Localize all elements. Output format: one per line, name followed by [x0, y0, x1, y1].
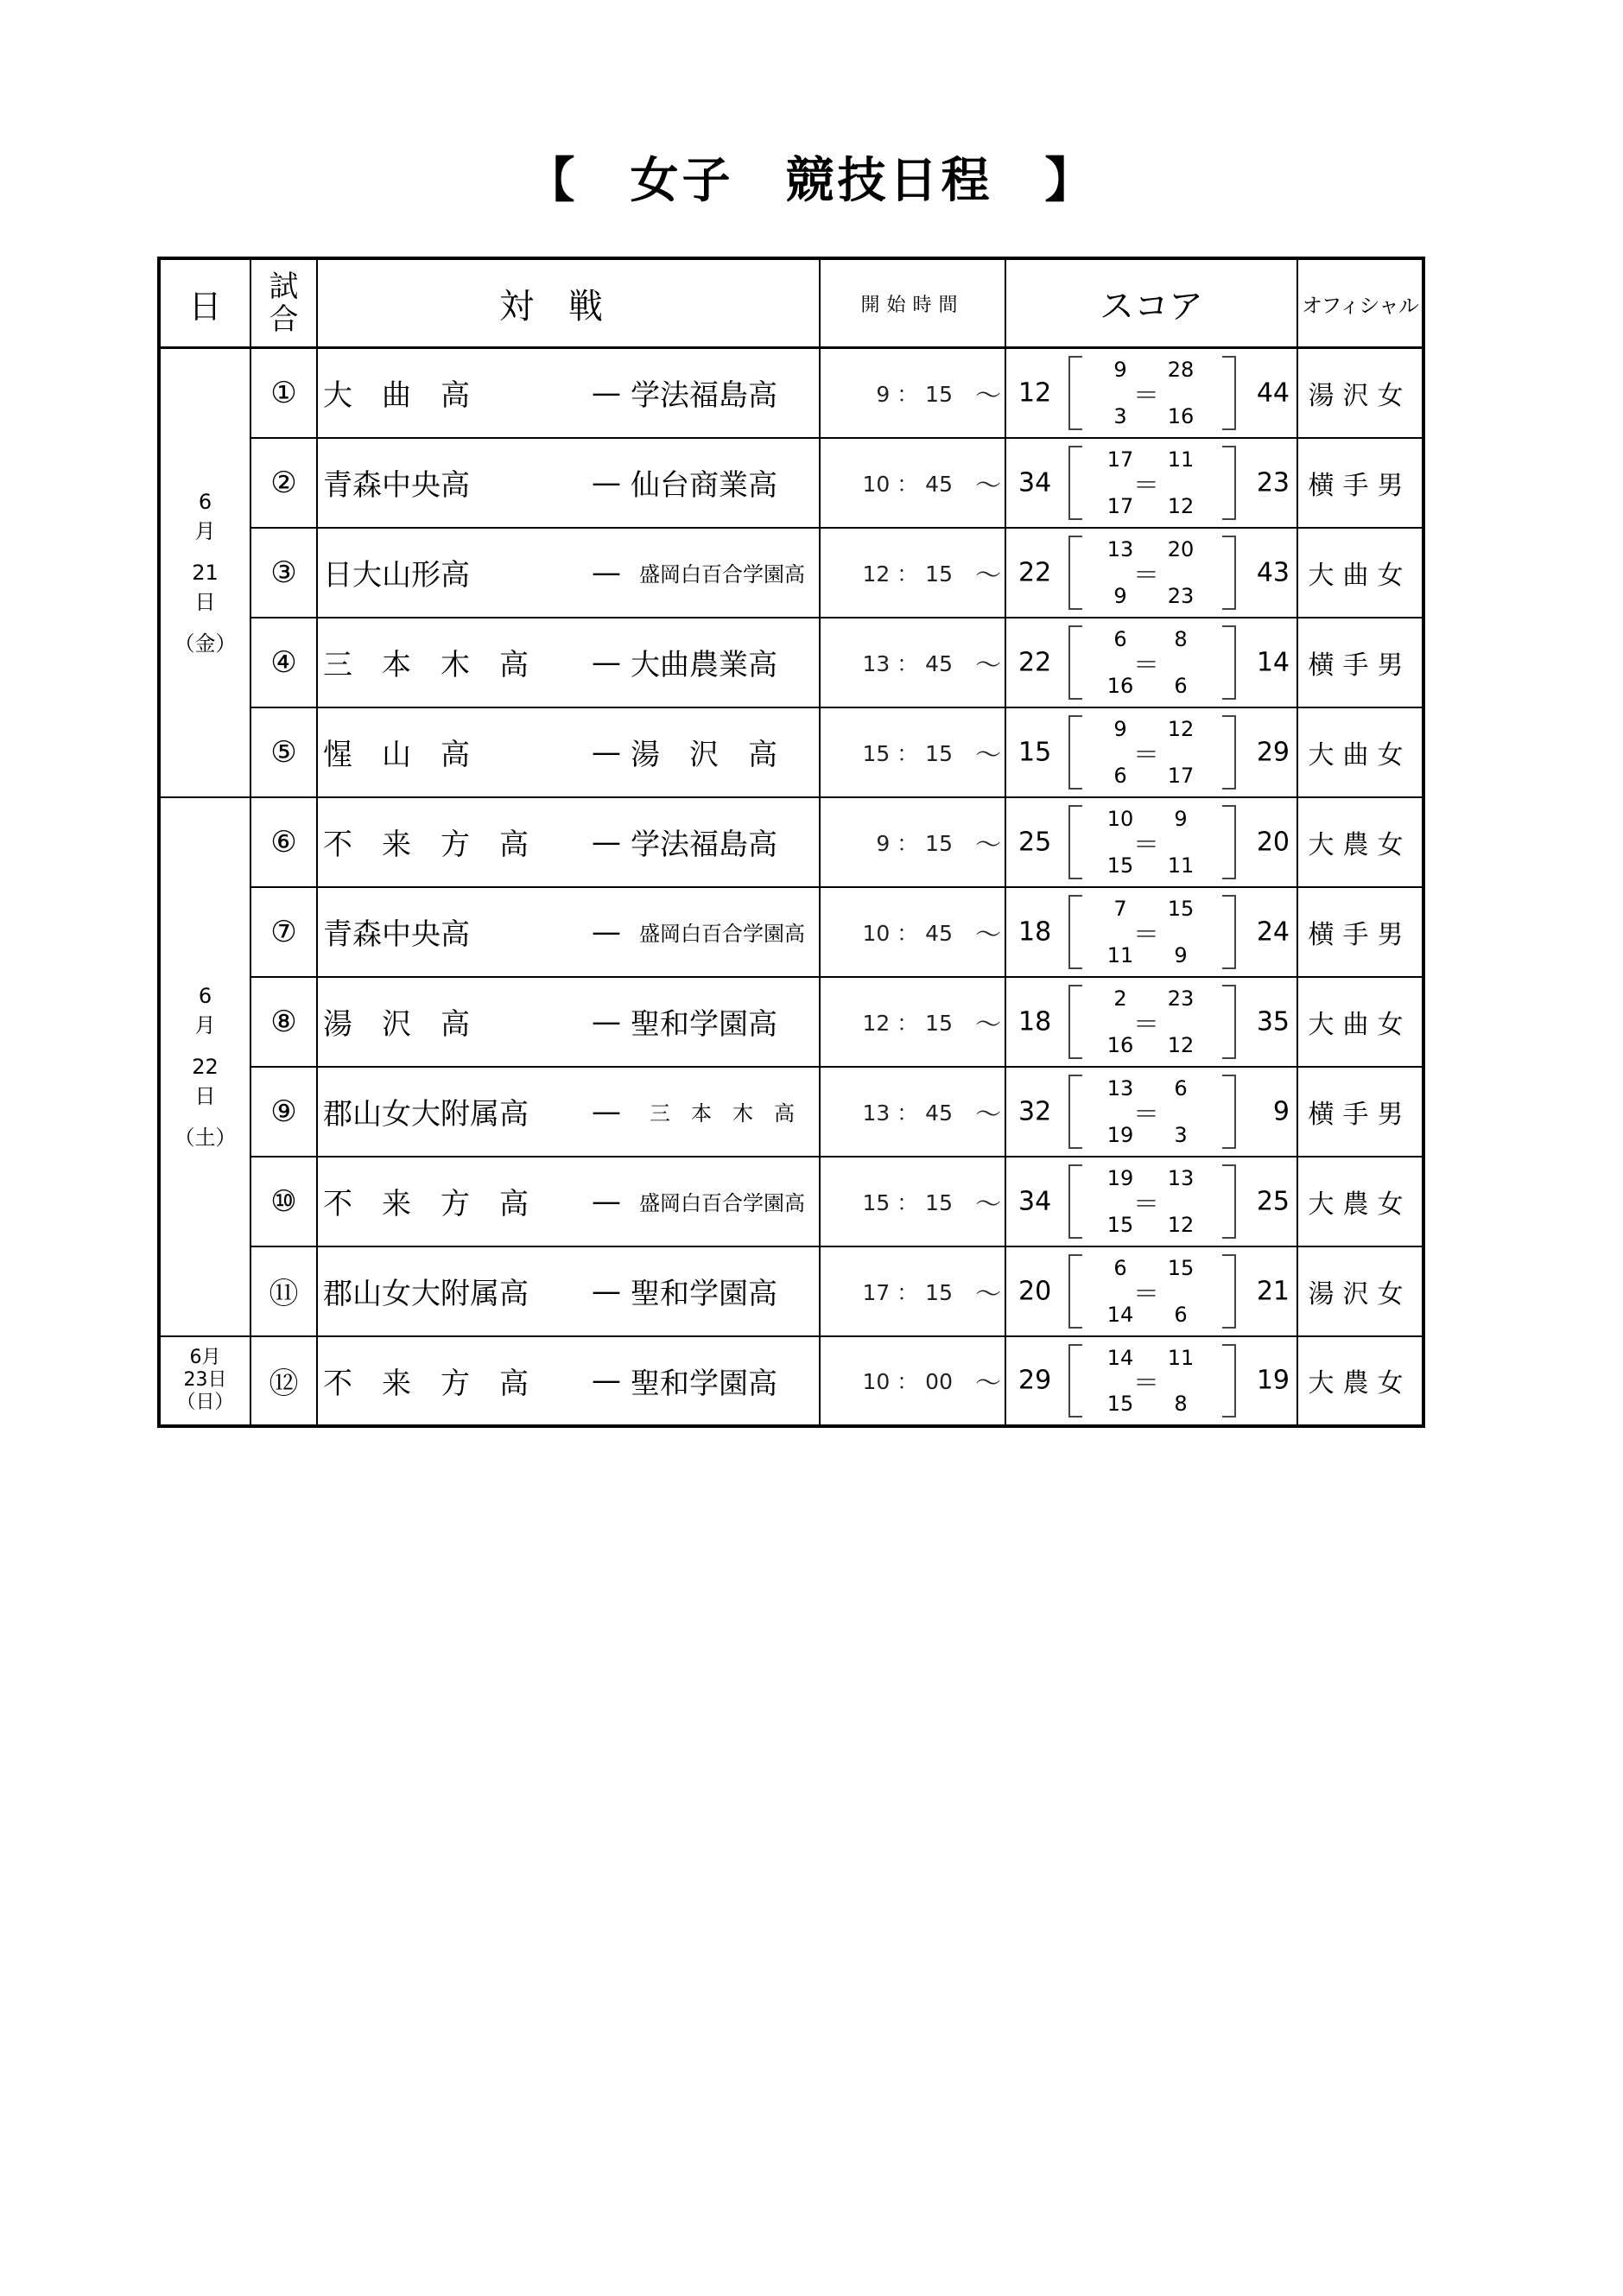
header-score: スコア	[1005, 258, 1297, 348]
away-half2: 12	[1167, 493, 1195, 518]
versus-dash: —	[592, 465, 621, 500]
table-row	[159, 618, 1423, 707]
home-total: 34	[1018, 1186, 1052, 1216]
left-bracket	[1068, 985, 1082, 1059]
tilde: ～	[975, 380, 1001, 411]
away-half2: 8	[1174, 1391, 1188, 1416]
header-match: 対戦	[317, 258, 820, 348]
official: 横手男	[1297, 618, 1423, 707]
left-bracket	[1068, 1075, 1082, 1149]
header-day: 日	[159, 258, 250, 348]
away-half1: 11	[1167, 1345, 1195, 1370]
official: 横手男	[1297, 1067, 1423, 1157]
versus-dash: —	[592, 734, 621, 770]
left-bracket	[1068, 625, 1082, 700]
start-time: 17 ： 15	[862, 1279, 953, 1305]
home-half2: 15	[1106, 1391, 1134, 1416]
home-total: 29	[1018, 1365, 1052, 1396]
away-half1: 15	[1167, 896, 1195, 921]
away-half1: 8	[1174, 626, 1188, 651]
table-row	[159, 438, 1423, 528]
tilde: ～	[975, 650, 1001, 681]
table-row	[159, 1336, 1423, 1426]
header-game	[250, 258, 317, 348]
date-day-label: 日	[194, 1083, 216, 1108]
home-half1: 9	[1113, 358, 1127, 382]
right-bracket	[1222, 356, 1236, 430]
tilde: ～	[975, 470, 1001, 501]
away-half1: 9	[1174, 806, 1188, 831]
game-number: ③	[250, 528, 317, 618]
home-total: 22	[1018, 647, 1052, 677]
left-bracket	[1068, 446, 1082, 520]
right-bracket	[1222, 1164, 1236, 1239]
page-title: 【 女子 競技日程 】	[526, 153, 1097, 209]
away-team: 盛岡白百合学園高	[639, 922, 805, 946]
score-cell	[1005, 618, 1297, 707]
official: 横手男	[1297, 438, 1423, 528]
schedule-table	[157, 257, 1425, 1428]
right-bracket	[1222, 1344, 1236, 1418]
home-team: 不 来 方 高	[323, 828, 529, 862]
match-cell	[317, 887, 820, 977]
left-bracket	[1068, 715, 1082, 790]
match-cell	[317, 618, 820, 707]
away-total: 44	[1256, 377, 1290, 409]
away-half2: 17	[1167, 763, 1195, 788]
equals-sign: ＝	[1133, 1009, 1159, 1040]
tilde: ～	[975, 1189, 1001, 1220]
away-half1: 11	[1167, 447, 1195, 472]
away-half2: 3	[1174, 1122, 1188, 1147]
home-team: 大 曲 高	[323, 378, 470, 414]
home-total: 12	[1018, 377, 1052, 409]
tilde: ～	[975, 1278, 1001, 1310]
away-total: 24	[1256, 916, 1290, 947]
home-total: 22	[1018, 557, 1052, 587]
game-number: ②	[250, 438, 317, 528]
home-half1: 10	[1106, 806, 1134, 831]
date-cell	[159, 1336, 250, 1426]
game-number: ⑥	[250, 797, 317, 887]
away-half1: 20	[1167, 536, 1195, 561]
versus-dash: —	[592, 1183, 621, 1219]
versus-dash: —	[592, 1094, 621, 1129]
home-team: 不 来 方 高	[323, 1366, 529, 1401]
away-team: 聖和学園高	[631, 1366, 777, 1401]
tilde: ～	[975, 560, 1001, 591]
start-time: 10 ： 45	[862, 471, 953, 497]
home-half1: 9	[1113, 716, 1127, 741]
away-team: 聖和学園高	[631, 1007, 777, 1042]
tilde: ～	[975, 829, 1001, 860]
date-line3: （日）	[176, 1392, 234, 1413]
away-half2: 9	[1174, 942, 1188, 967]
home-half2: 3	[1113, 403, 1127, 428]
score-cell	[1005, 887, 1297, 977]
start-time-cell	[820, 528, 1005, 618]
tilde: ～	[975, 739, 1001, 771]
match-cell	[317, 348, 820, 438]
date-line2: 23日	[183, 1369, 227, 1391]
away-team: 学法福島高	[631, 828, 777, 862]
away-half1: 12	[1167, 716, 1195, 741]
equals-sign: ＝	[1133, 380, 1159, 411]
tilde: ～	[975, 919, 1001, 950]
versus-dash: —	[592, 824, 621, 859]
equals-sign: ＝	[1133, 829, 1159, 860]
home-team: 不 来 方 高	[323, 1187, 529, 1221]
match-cell	[317, 528, 820, 618]
match-cell	[317, 438, 820, 528]
away-total: 9	[1272, 1096, 1290, 1126]
start-time: 10 ： 45	[862, 920, 953, 946]
right-bracket	[1222, 985, 1236, 1059]
date-line1: 6月	[189, 1347, 221, 1368]
tilde: ～	[975, 1099, 1001, 1130]
official: 大農女	[1297, 1336, 1423, 1426]
versus-dash: —	[592, 644, 621, 680]
official: 大曲女	[1297, 528, 1423, 618]
game-number: ⑤	[250, 707, 317, 797]
left-bracket	[1068, 1164, 1082, 1239]
home-half1: 2	[1113, 986, 1127, 1011]
date-cell	[159, 797, 250, 1336]
home-half2: 14	[1106, 1302, 1134, 1327]
home-half2: 19	[1106, 1122, 1134, 1147]
away-total: 14	[1256, 647, 1290, 677]
game-number: ⑫	[250, 1336, 317, 1426]
table-row	[159, 1157, 1423, 1246]
home-team: 湯 沢 高	[323, 1007, 470, 1042]
away-team: 仙台商業高	[631, 468, 777, 503]
home-half1: 6	[1113, 1255, 1127, 1280]
right-bracket	[1222, 1254, 1236, 1329]
right-bracket	[1222, 715, 1236, 790]
date-month-label: 月	[194, 518, 216, 543]
date-weekday: （金）	[174, 631, 237, 656]
equals-sign: ＝	[1133, 919, 1159, 950]
date-month-label: 月	[194, 1012, 216, 1037]
home-total: 34	[1018, 467, 1052, 498]
start-time: 13 ： 45	[862, 650, 953, 676]
header-game-line1: 試	[269, 270, 299, 304]
header-time: 開始時間	[820, 258, 1005, 348]
home-team: 惺 山 高	[323, 738, 470, 772]
home-total: 18	[1018, 916, 1052, 947]
match-cell	[317, 1246, 820, 1336]
score-cell	[1005, 1246, 1297, 1336]
equals-sign: ＝	[1133, 1099, 1159, 1130]
right-bracket	[1222, 446, 1236, 520]
home-total: 20	[1018, 1276, 1052, 1306]
start-time-cell	[820, 1336, 1005, 1426]
home-team: 青森中央高	[323, 468, 470, 503]
home-half2: 9	[1113, 583, 1127, 608]
official: 大曲女	[1297, 707, 1423, 797]
right-bracket	[1222, 1075, 1236, 1149]
left-bracket	[1068, 356, 1082, 430]
start-time-cell	[820, 707, 1005, 797]
match-cell	[317, 797, 820, 887]
start-time-cell	[820, 1246, 1005, 1336]
away-team: 学法福島高	[631, 378, 777, 414]
home-half2: 15	[1106, 1212, 1134, 1237]
header-game-line2: 合	[269, 302, 299, 337]
start-time-cell	[820, 977, 1005, 1067]
versus-dash: —	[592, 914, 621, 949]
home-half1: 6	[1113, 626, 1127, 651]
away-team: 湯 沢 高	[631, 738, 777, 772]
date-month: 6	[198, 983, 212, 1008]
official: 大農女	[1297, 1157, 1423, 1246]
away-half1: 13	[1167, 1165, 1195, 1190]
start-time-cell	[820, 887, 1005, 977]
home-half2: 11	[1106, 942, 1134, 967]
table-row	[159, 707, 1423, 797]
date-day: 22	[192, 1054, 219, 1079]
home-team: 郡山女大附属高	[323, 1097, 529, 1132]
start-time-cell	[820, 348, 1005, 438]
score-cell	[1005, 438, 1297, 528]
equals-sign: ＝	[1133, 739, 1159, 771]
away-total: 23	[1256, 467, 1290, 498]
home-total: 32	[1018, 1096, 1052, 1126]
away-half1: 23	[1167, 986, 1195, 1011]
tilde: ～	[975, 1009, 1001, 1040]
home-half1: 7	[1113, 896, 1127, 921]
start-time-cell	[820, 1157, 1005, 1246]
header-row	[159, 258, 1423, 348]
home-half1: 14	[1106, 1345, 1134, 1370]
equals-sign: ＝	[1133, 1368, 1159, 1399]
score-cell	[1005, 797, 1297, 887]
away-team: 三 本 木 高	[650, 1101, 795, 1126]
away-half2: 23	[1167, 583, 1195, 608]
start-time-cell	[820, 797, 1005, 887]
left-bracket	[1068, 536, 1082, 610]
home-half1: 13	[1106, 1075, 1134, 1100]
table-row	[159, 348, 1423, 438]
start-time: 10 ： 00	[862, 1369, 953, 1394]
start-time: 15 ： 15	[862, 740, 953, 766]
game-number: ⑨	[250, 1067, 317, 1157]
home-half2: 16	[1106, 673, 1134, 698]
date-month: 6	[198, 489, 212, 514]
home-half2: 15	[1106, 853, 1134, 878]
away-total: 35	[1256, 1006, 1290, 1037]
away-half2: 11	[1167, 853, 1195, 878]
start-time: 9 ： 15	[876, 381, 953, 407]
match-cell	[317, 707, 820, 797]
table-row	[159, 528, 1423, 618]
away-half2: 12	[1167, 1212, 1195, 1237]
away-total: 20	[1256, 827, 1290, 857]
equals-sign: ＝	[1133, 1189, 1159, 1220]
match-cell	[317, 1157, 820, 1246]
score-cell	[1005, 977, 1297, 1067]
home-total: 25	[1018, 827, 1052, 857]
official: 横手男	[1297, 887, 1423, 977]
match-cell	[317, 1067, 820, 1157]
home-half1: 19	[1106, 1165, 1134, 1190]
home-half1: 13	[1106, 536, 1134, 561]
score-cell	[1005, 1157, 1297, 1246]
start-time: 12 ： 15	[862, 1010, 953, 1036]
away-half2: 12	[1167, 1032, 1195, 1057]
home-team: 青森中央高	[323, 917, 470, 952]
versus-dash: —	[592, 1004, 621, 1039]
table-row	[159, 887, 1423, 977]
versus-dash: —	[592, 375, 621, 410]
home-half2: 17	[1106, 493, 1134, 518]
date-day-label: 日	[194, 589, 216, 614]
score-cell	[1005, 1067, 1297, 1157]
date-day: 21	[192, 560, 219, 585]
right-bracket	[1222, 625, 1236, 700]
date-weekday: （土）	[174, 1125, 237, 1150]
away-total: 43	[1256, 557, 1290, 587]
table-row	[159, 1067, 1423, 1157]
left-bracket	[1068, 1344, 1082, 1418]
official: 大農女	[1297, 797, 1423, 887]
home-total: 15	[1018, 737, 1052, 767]
equals-sign: ＝	[1133, 650, 1159, 681]
away-total: 25	[1256, 1186, 1290, 1216]
away-total: 29	[1256, 737, 1290, 767]
score-cell	[1005, 348, 1297, 438]
home-half2: 6	[1113, 763, 1127, 788]
start-time: 13 ： 45	[862, 1100, 953, 1126]
left-bracket	[1068, 1254, 1082, 1329]
left-bracket	[1068, 805, 1082, 879]
start-time-cell	[820, 438, 1005, 528]
start-time: 9 ： 15	[876, 830, 953, 856]
away-half1: 28	[1167, 358, 1195, 382]
game-number: ⑧	[250, 977, 317, 1067]
table-row	[159, 1246, 1423, 1336]
home-team: 三 本 木 高	[323, 648, 529, 682]
away-team: 盛岡白百合学園高	[639, 562, 805, 587]
right-bracket	[1222, 895, 1236, 969]
away-total: 21	[1256, 1276, 1290, 1306]
score-cell	[1005, 707, 1297, 797]
home-total: 18	[1018, 1006, 1052, 1037]
equals-sign: ＝	[1133, 470, 1159, 501]
right-bracket	[1222, 536, 1236, 610]
start-time-cell	[820, 618, 1005, 707]
left-bracket	[1068, 895, 1082, 969]
away-team: 盛岡白百合学園高	[639, 1191, 805, 1215]
versus-dash: —	[592, 1273, 621, 1309]
home-half1: 17	[1106, 447, 1134, 472]
away-total: 19	[1256, 1365, 1290, 1396]
away-half1: 6	[1174, 1075, 1188, 1100]
away-half2: 6	[1174, 1302, 1188, 1327]
game-number: ⑩	[250, 1157, 317, 1246]
header-official: オフィシャル	[1297, 258, 1423, 348]
date-cell	[159, 348, 250, 797]
game-number: ⑪	[250, 1246, 317, 1336]
tilde: ～	[975, 1368, 1001, 1399]
start-time: 12 ： 15	[862, 561, 953, 587]
match-cell	[317, 1336, 820, 1426]
home-half2: 16	[1106, 1032, 1134, 1057]
away-half2: 16	[1167, 403, 1195, 428]
table-row	[159, 977, 1423, 1067]
match-cell	[317, 977, 820, 1067]
equals-sign: ＝	[1133, 1278, 1159, 1310]
equals-sign: ＝	[1133, 560, 1159, 591]
game-number: ④	[250, 618, 317, 707]
away-half2: 6	[1174, 673, 1188, 698]
versus-dash: —	[592, 1363, 621, 1398]
official: 湯沢女	[1297, 1246, 1423, 1336]
right-bracket	[1222, 805, 1236, 879]
score-cell	[1005, 1336, 1297, 1426]
versus-dash: —	[592, 555, 621, 590]
home-team: 日大山形高	[323, 558, 470, 593]
official: 湯沢女	[1297, 348, 1423, 438]
away-team: 大曲農業高	[631, 648, 777, 682]
away-team: 聖和学園高	[631, 1277, 777, 1311]
game-number: ①	[250, 348, 317, 438]
start-time-cell	[820, 1067, 1005, 1157]
score-cell	[1005, 528, 1297, 618]
away-half1: 15	[1167, 1255, 1195, 1280]
start-time: 15 ： 15	[862, 1189, 953, 1215]
official: 大曲女	[1297, 977, 1423, 1067]
home-team: 郡山女大附属高	[323, 1277, 529, 1311]
game-number: ⑦	[250, 887, 317, 977]
table-row	[159, 797, 1423, 887]
